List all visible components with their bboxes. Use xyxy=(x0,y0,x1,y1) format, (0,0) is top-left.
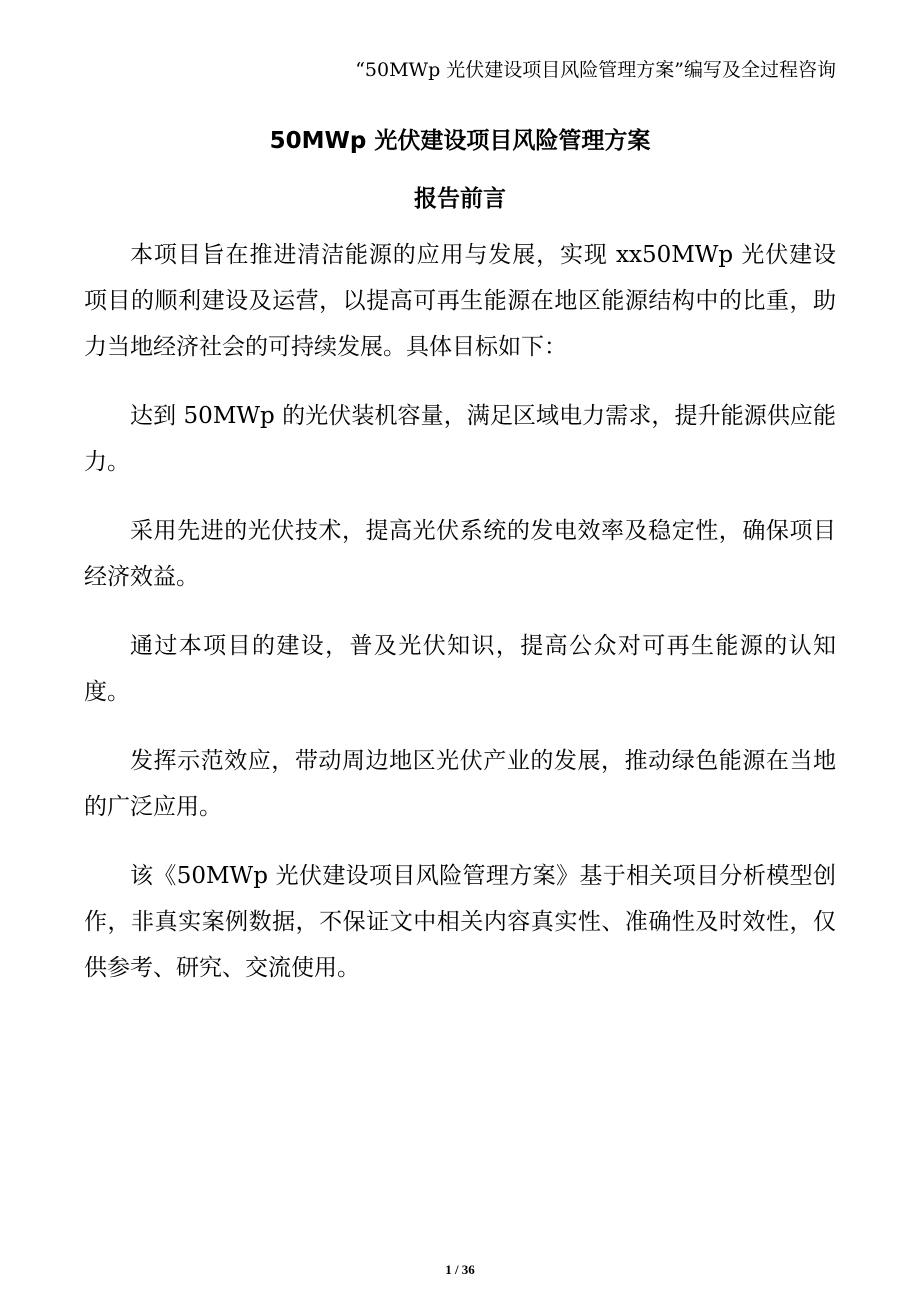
paragraph-goal-awareness: 通过本项目的建设，普及光伏知识，提高公众对可再生能源的认知度。 xyxy=(84,633,836,705)
section-heading: 报告前言 xyxy=(414,186,506,212)
document-title: 50MWp 光伏建设项目风险管理方案 xyxy=(269,128,651,154)
paragraph-intro: 本项目旨在推进清洁能源的应用与发展，实现 xx50MWp 光伏建设项目的顺利建设及运营，以提高可再生能源在地区能源结构中的比重，助力当地经济社会的可持续发展。具体目标如下： xyxy=(84,242,836,360)
paragraph-goal-demonstration: 发挥示范效应，带动周边地区光伏产业的发展，推动绿色能源在当地的广泛应用。 xyxy=(84,748,836,820)
running-header: “50MWp 光伏建设项目风险管理方案”编写及全过程咨询 xyxy=(355,59,836,81)
paragraph-goal-capacity: 达到 50MWp 的光伏装机容量，满足区域电力需求，提升能源供应能力。 xyxy=(84,403,836,475)
paragraph-disclaimer: 该《50MWp 光伏建设项目风险管理方案》基于相关项目分析模型创作，非真实案例数据，不保证文中相关内容真实性、准确性及时效性，仅供参考、研究、交流使用。 xyxy=(84,863,836,981)
page-number: 1 / 36 xyxy=(445,1262,475,1277)
document-body xyxy=(84,232,836,1014)
paragraph-goal-technology: 采用先进的光伏技术，提高光伏系统的发电效率及稳定性，确保项目经济效益。 xyxy=(84,518,836,590)
